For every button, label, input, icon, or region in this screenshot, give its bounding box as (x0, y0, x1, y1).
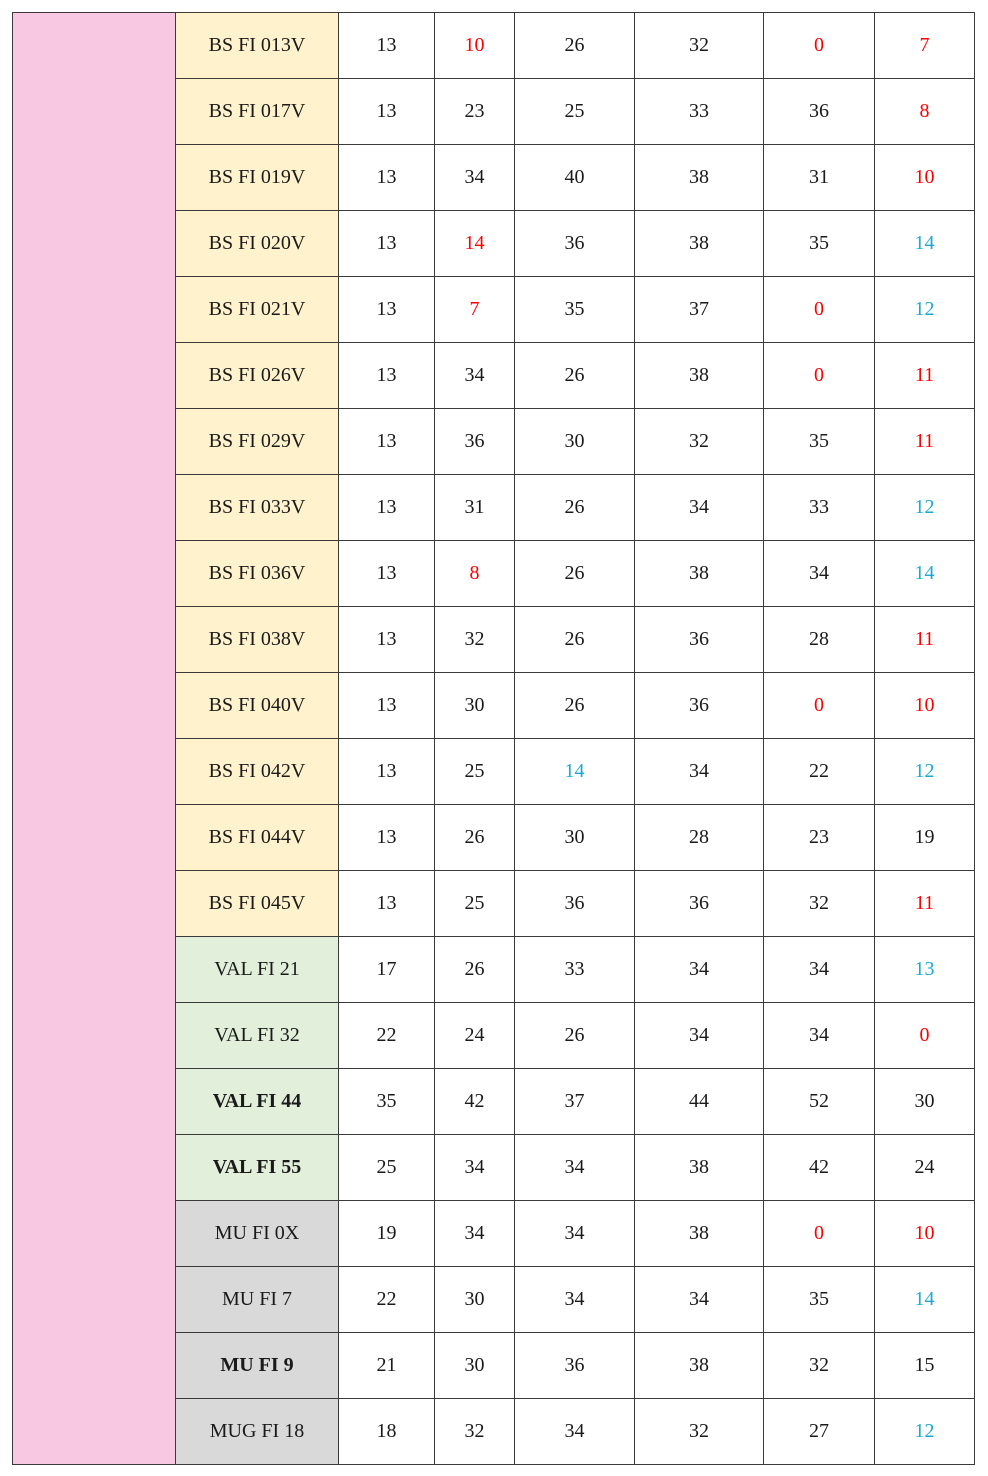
value-cell: 26 (435, 805, 515, 871)
value-cell: 8 (435, 541, 515, 607)
value-cell: 13 (339, 475, 435, 541)
row-name-cell: MU FI 0X (176, 1201, 339, 1267)
value-cell: 28 (764, 607, 875, 673)
value-cell: 11 (875, 607, 975, 673)
value-cell: 13 (339, 145, 435, 211)
value-cell: 32 (635, 13, 764, 79)
value-cell: 13 (339, 871, 435, 937)
value-cell: 38 (635, 211, 764, 277)
group-side-cell (13, 13, 176, 1465)
value-cell: 30 (435, 1333, 515, 1399)
value-cell: 35 (515, 277, 635, 343)
value-cell: 22 (339, 1003, 435, 1069)
value-cell: 26 (515, 13, 635, 79)
value-cell: 12 (875, 277, 975, 343)
value-cell: 38 (635, 343, 764, 409)
value-cell: 26 (515, 541, 635, 607)
value-cell: 30 (435, 673, 515, 739)
value-cell: 27 (764, 1399, 875, 1465)
value-cell: 42 (764, 1135, 875, 1201)
value-cell: 0 (875, 1003, 975, 1069)
value-cell: 36 (435, 409, 515, 475)
value-cell: 25 (435, 739, 515, 805)
value-cell: 12 (875, 739, 975, 805)
value-cell: 13 (339, 739, 435, 805)
row-name-cell: BS FI 019V (176, 145, 339, 211)
value-cell: 7 (875, 13, 975, 79)
value-cell: 36 (515, 1333, 635, 1399)
value-cell: 13 (339, 805, 435, 871)
value-cell: 14 (875, 541, 975, 607)
row-name-cell: BS FI 033V (176, 475, 339, 541)
value-cell: 12 (875, 475, 975, 541)
row-name-cell: MUG FI 18 (176, 1399, 339, 1465)
value-cell: 38 (635, 541, 764, 607)
row-name-cell: BS FI 026V (176, 343, 339, 409)
value-cell: 28 (635, 805, 764, 871)
value-cell: 13 (339, 343, 435, 409)
row-name-cell: BS FI 038V (176, 607, 339, 673)
value-cell: 14 (435, 211, 515, 277)
value-cell: 11 (875, 871, 975, 937)
value-cell: 13 (339, 409, 435, 475)
value-cell: 19 (875, 805, 975, 871)
value-cell: 34 (435, 1135, 515, 1201)
value-cell: 21 (339, 1333, 435, 1399)
value-cell: 22 (764, 739, 875, 805)
value-cell: 14 (875, 1267, 975, 1333)
value-cell: 13 (339, 673, 435, 739)
value-cell: 52 (764, 1069, 875, 1135)
value-cell: 13 (339, 211, 435, 277)
value-cell: 17 (339, 937, 435, 1003)
value-cell: 36 (635, 871, 764, 937)
row-name-cell: MU FI 9 (176, 1333, 339, 1399)
value-cell: 38 (635, 1135, 764, 1201)
value-cell: 32 (764, 1333, 875, 1399)
value-cell: 13 (339, 79, 435, 145)
value-cell: 40 (515, 145, 635, 211)
value-cell: 38 (635, 145, 764, 211)
value-cell: 34 (764, 541, 875, 607)
value-cell: 34 (435, 1201, 515, 1267)
value-cell: 10 (435, 13, 515, 79)
value-cell: 0 (764, 673, 875, 739)
row-name-cell: VAL FI 32 (176, 1003, 339, 1069)
value-cell: 25 (339, 1135, 435, 1201)
value-cell: 30 (515, 805, 635, 871)
value-cell: 10 (875, 673, 975, 739)
value-cell: 0 (764, 13, 875, 79)
value-cell: 36 (635, 607, 764, 673)
value-cell: 23 (435, 79, 515, 145)
value-cell: 0 (764, 343, 875, 409)
value-cell: 34 (635, 475, 764, 541)
value-cell: 34 (635, 1003, 764, 1069)
value-cell: 34 (764, 1003, 875, 1069)
value-cell: 33 (515, 937, 635, 1003)
value-cell: 34 (435, 145, 515, 211)
value-cell: 32 (435, 607, 515, 673)
value-cell: 34 (515, 1399, 635, 1465)
value-cell: 30 (435, 1267, 515, 1333)
data-table (12, 12, 975, 1465)
value-cell: 30 (515, 409, 635, 475)
value-cell: 34 (635, 937, 764, 1003)
value-cell: 36 (764, 79, 875, 145)
value-cell: 0 (764, 1201, 875, 1267)
value-cell: 32 (764, 871, 875, 937)
value-cell: 26 (515, 1003, 635, 1069)
row-name-cell: VAL FI 44 (176, 1069, 339, 1135)
value-cell: 26 (435, 937, 515, 1003)
row-name-cell: VAL FI 21 (176, 937, 339, 1003)
row-name-cell: BS FI 029V (176, 409, 339, 475)
row-name-cell: BS FI 021V (176, 277, 339, 343)
value-cell: 7 (435, 277, 515, 343)
value-cell: 10 (875, 145, 975, 211)
value-cell: 32 (635, 409, 764, 475)
value-cell: 14 (515, 739, 635, 805)
value-cell: 38 (635, 1333, 764, 1399)
row-name-cell: BS FI 044V (176, 805, 339, 871)
row-name-cell: BS FI 036V (176, 541, 339, 607)
value-cell: 34 (435, 343, 515, 409)
row-name-cell: BS FI 013V (176, 13, 339, 79)
value-cell: 0 (764, 277, 875, 343)
row-name-cell: BS FI 045V (176, 871, 339, 937)
value-cell: 35 (764, 409, 875, 475)
value-cell: 34 (635, 739, 764, 805)
value-cell: 12 (875, 1399, 975, 1465)
value-cell: 11 (875, 343, 975, 409)
value-cell: 23 (764, 805, 875, 871)
value-cell: 35 (764, 1267, 875, 1333)
value-cell: 37 (635, 277, 764, 343)
value-cell: 11 (875, 409, 975, 475)
value-cell: 37 (515, 1069, 635, 1135)
value-cell: 36 (635, 673, 764, 739)
row-name-cell: BS FI 020V (176, 211, 339, 277)
row-name-cell: VAL FI 55 (176, 1135, 339, 1201)
value-cell: 31 (764, 145, 875, 211)
value-cell: 24 (435, 1003, 515, 1069)
value-cell: 34 (764, 937, 875, 1003)
value-cell: 10 (875, 1201, 975, 1267)
value-cell: 32 (435, 1399, 515, 1465)
value-cell: 8 (875, 79, 975, 145)
value-cell: 30 (875, 1069, 975, 1135)
value-cell: 26 (515, 475, 635, 541)
value-cell: 13 (339, 607, 435, 673)
row-name-cell: MU FI 7 (176, 1267, 339, 1333)
row-name-cell: BS FI 040V (176, 673, 339, 739)
value-cell: 34 (515, 1135, 635, 1201)
value-cell: 25 (435, 871, 515, 937)
value-cell: 26 (515, 607, 635, 673)
value-cell: 36 (515, 211, 635, 277)
value-cell: 13 (339, 277, 435, 343)
value-cell: 36 (515, 871, 635, 937)
value-cell: 34 (635, 1267, 764, 1333)
value-cell: 31 (435, 475, 515, 541)
table-row (13, 13, 975, 79)
value-cell: 42 (435, 1069, 515, 1135)
value-cell: 35 (339, 1069, 435, 1135)
value-cell: 22 (339, 1267, 435, 1333)
value-cell: 19 (339, 1201, 435, 1267)
value-cell: 26 (515, 343, 635, 409)
row-name-cell: BS FI 042V (176, 739, 339, 805)
value-cell: 32 (635, 1399, 764, 1465)
row-name-cell: BS FI 017V (176, 79, 339, 145)
value-cell: 34 (515, 1267, 635, 1333)
value-cell: 24 (875, 1135, 975, 1201)
value-cell: 44 (635, 1069, 764, 1135)
value-cell: 15 (875, 1333, 975, 1399)
table-body (13, 13, 975, 1465)
value-cell: 35 (764, 211, 875, 277)
value-cell: 13 (339, 13, 435, 79)
value-cell: 18 (339, 1399, 435, 1465)
value-cell: 14 (875, 211, 975, 277)
value-cell: 13 (875, 937, 975, 1003)
value-cell: 26 (515, 673, 635, 739)
value-cell: 38 (635, 1201, 764, 1267)
value-cell: 33 (764, 475, 875, 541)
value-cell: 34 (515, 1201, 635, 1267)
value-cell: 13 (339, 541, 435, 607)
value-cell: 25 (515, 79, 635, 145)
value-cell: 33 (635, 79, 764, 145)
